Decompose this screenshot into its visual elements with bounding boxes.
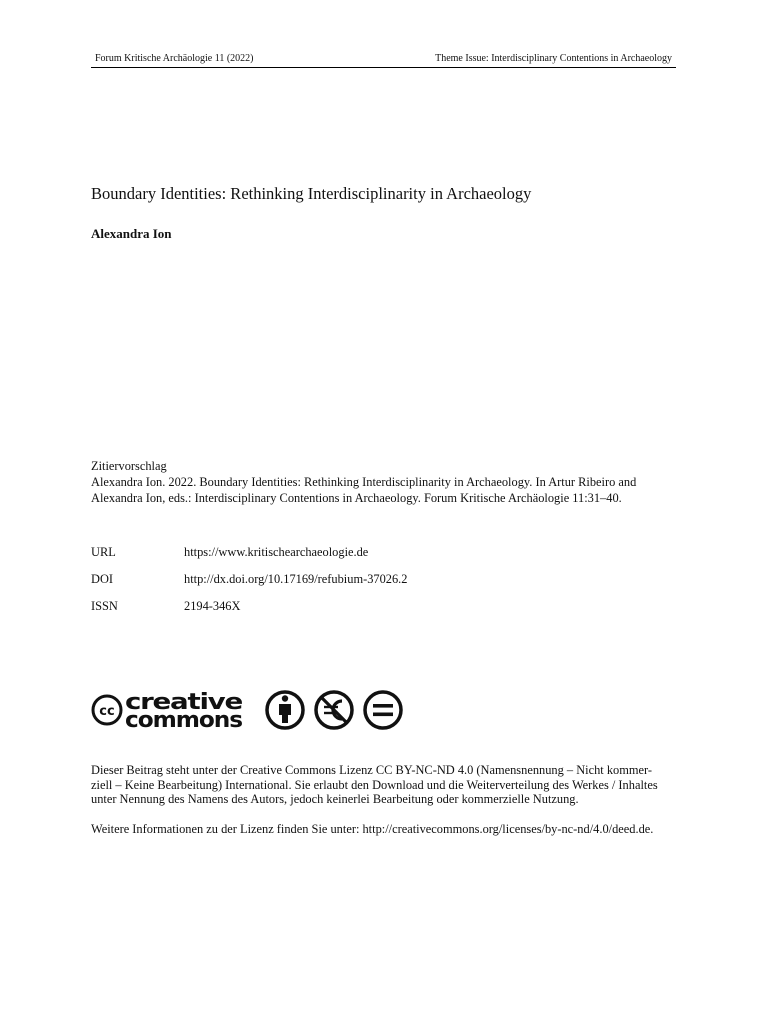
theme-issue: Theme Issue: Interdisciplinary Contentions in Archaeology [435, 53, 672, 64]
nc-noncommercial-euro-icon [316, 692, 352, 728]
nd-noderivatives-icon [365, 692, 401, 728]
citation-line-1: Alexandra Ion. 2022. Boundary Identities: Rethinking Interdisciplinarity in Archaeology. In Artur Ribeiro and [91, 475, 637, 489]
license-text [91, 763, 681, 807]
citation-heading: Zitiervorschlag [91, 459, 167, 473]
article-author: Alexandra Ion [91, 226, 172, 241]
license-deed-link[interactable]: http://creativecommons.org/licenses/by-nc-nd/4.0/deed.de [362, 822, 651, 836]
citation-block [91, 458, 681, 506]
url-link[interactable]: https://www.kritischearchaeologie.de [184, 545, 369, 559]
url-label: URL [91, 545, 116, 559]
cc-license-badges [91, 688, 411, 732]
journal-name: Forum Kritische Archäologie 11 (2022) [95, 53, 254, 64]
cc-circle-icon [93, 696, 121, 724]
issn-value: 2194-346X [184, 599, 241, 613]
citation-line-2: Alexandra Ion, eds.: Interdisciplinary Contentions in Archaeology. Forum Kritische Archäologie 11:31–40. [91, 491, 622, 505]
article-title: Boundary Identities: Rethinking Interdisciplinarity in Archaeology [91, 184, 532, 203]
license-more-info [91, 821, 653, 837]
by-attribution-icon [267, 692, 303, 728]
doi-link[interactable]: http://dx.doi.org/10.17169/refubium-37026.2 [184, 572, 408, 586]
license-more-suffix: . [650, 822, 654, 836]
cc-wordmark-commons: commons [125, 708, 243, 732]
license-more-prefix: Weitere Informationen zu der Lizenz finden Sie unter: [91, 822, 363, 836]
issn-label: ISSN [91, 599, 118, 613]
cc-logo [91, 688, 411, 732]
license-line-1: Dieser Beitrag steht unter der Creative Commons Lizenz CC BY-NC-ND 4.0 (Namensnennung – Nicht kommer- [91, 763, 652, 777]
cc-wordmark-creative: creative [125, 690, 243, 715]
running-header [91, 53, 676, 68]
cc-badge-text: cc [99, 704, 115, 719]
license-line-3: unter Nennung des Namens des Autors, jedoch keinerlei Bearbeitung oder kommerzielle Nutzung. [91, 792, 579, 807]
license-line-2: ziell – Keine Bearbeitung) International. Sie erlaubt den Download und die Weiterverteilung des Werkes / Inhaltes [91, 777, 658, 792]
doi-label: DOI [91, 572, 114, 586]
